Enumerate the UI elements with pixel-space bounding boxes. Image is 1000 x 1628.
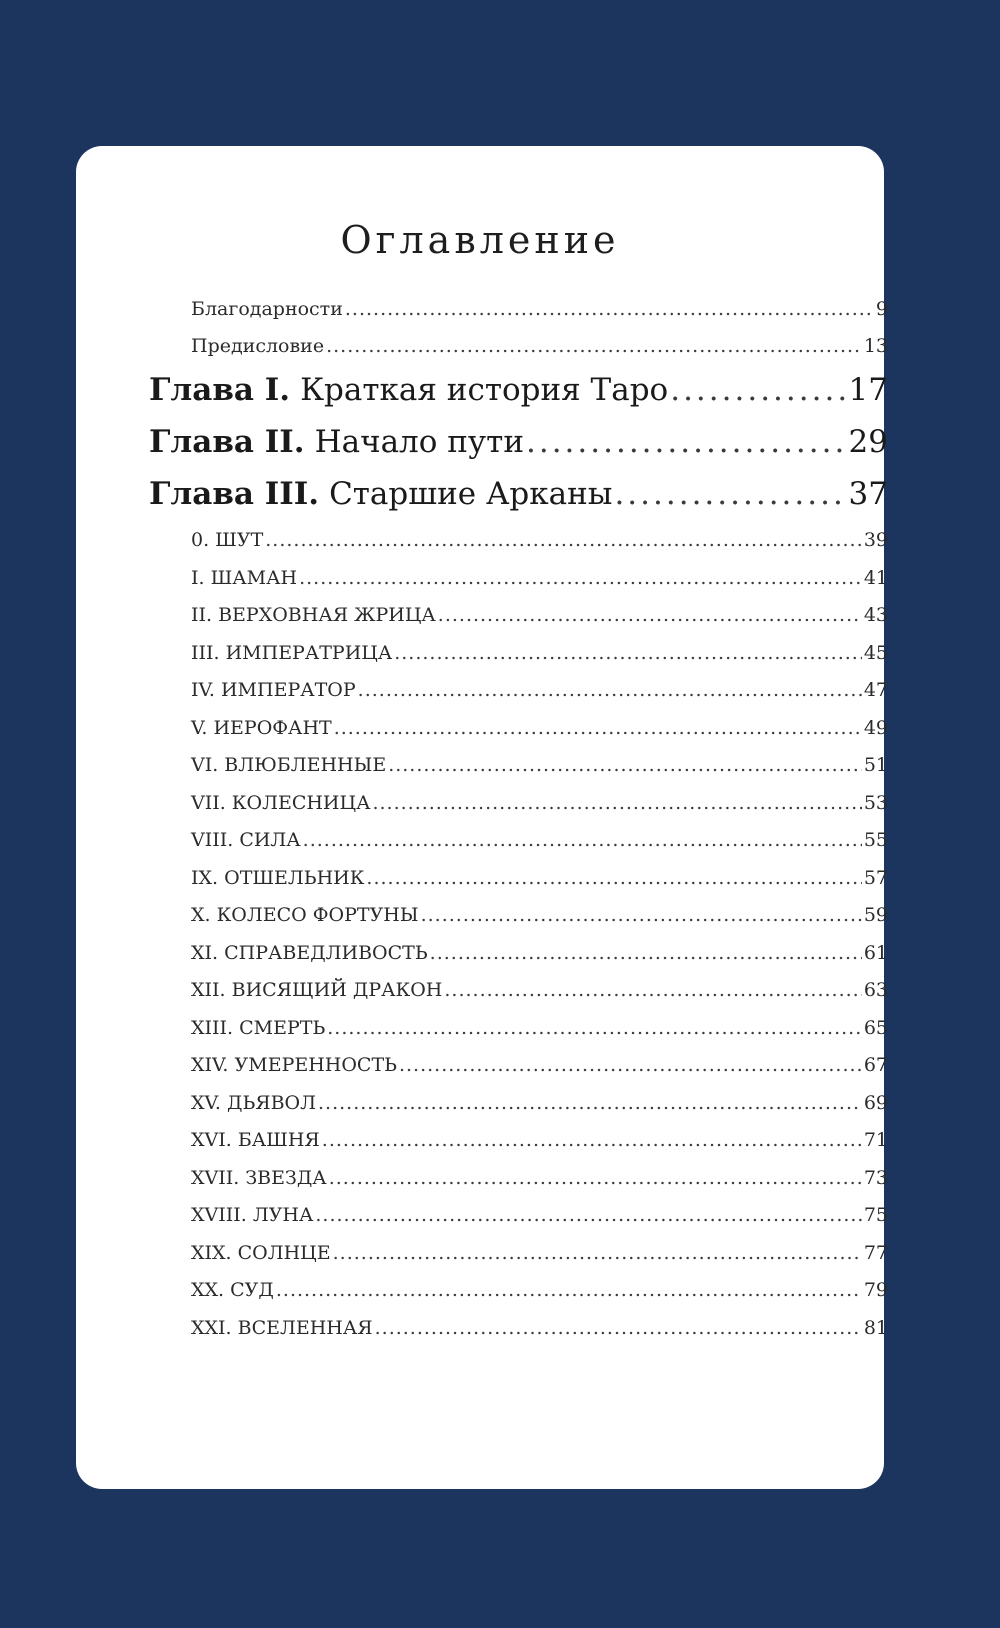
chapter-page: 17 <box>848 372 888 408</box>
dot-leader <box>315 1204 861 1226</box>
arcana-label: XIII. СМЕРТЬ <box>191 1017 326 1039</box>
arcana-page: 67 <box>863 1054 888 1076</box>
arcana-label: VII. КОЛЕСНИЦА <box>191 792 371 814</box>
dot-leader <box>394 642 862 664</box>
toc-entry-page: 13 <box>863 335 888 357</box>
arcana-entry <box>191 604 888 626</box>
arcana-page: 39 <box>863 529 888 551</box>
arcana-entry <box>191 754 888 776</box>
dot-leader <box>399 1054 862 1076</box>
dot-leader <box>430 942 862 964</box>
arcana-entry <box>191 867 888 889</box>
dot-leader <box>276 1279 862 1301</box>
arcana-label: XIV. УМЕРЕННОСТЬ <box>191 1054 397 1076</box>
arcana-entry <box>191 942 888 964</box>
dot-leader <box>526 424 847 460</box>
arcana-label: XX. СУД <box>191 1279 274 1301</box>
arcana-page: 69 <box>863 1092 888 1114</box>
dot-leader <box>333 1242 862 1264</box>
arcana-label: XIX. СОЛНЦЕ <box>191 1242 331 1264</box>
chapter-entry <box>149 476 888 512</box>
arcana-entry <box>191 792 888 814</box>
dot-leader <box>366 867 861 889</box>
chapter-title: Краткая история Таро <box>300 372 669 408</box>
arcana-label: XI. СПРАВЕДЛИВОСТЬ <box>191 942 428 964</box>
chapter-number: Глава II. <box>149 424 305 460</box>
arcana-entry <box>191 1279 888 1301</box>
arcana-label: III. ИМПЕРАТРИЦА <box>191 642 393 664</box>
dot-leader <box>421 904 862 926</box>
dot-leader <box>322 1129 862 1151</box>
dot-leader <box>345 298 874 320</box>
arcana-page: 43 <box>863 604 888 626</box>
arcana-page: 47 <box>863 679 888 701</box>
arcana-label: 0. ШУТ <box>191 529 264 551</box>
toc-entry <box>191 335 888 357</box>
dot-leader <box>329 1167 862 1189</box>
arcana-label: X. КОЛЕСО ФОРТУНЫ <box>191 904 419 926</box>
toc-entry-label: Благодарности <box>191 298 343 320</box>
arcana-label: XVI. БАШНЯ <box>191 1129 320 1151</box>
arcana-label: V. ИЕРОФАНТ <box>191 717 332 739</box>
arcana-label: XV. ДЬЯВОЛ <box>191 1092 316 1114</box>
arcana-page: 57 <box>863 867 888 889</box>
dot-leader <box>375 1317 862 1339</box>
arcana-label: II. ВЕРХОВНАЯ ЖРИЦА <box>191 604 436 626</box>
chapter-number: Глава III. <box>149 476 320 512</box>
arcana-page: 55 <box>863 829 888 851</box>
dot-leader <box>372 792 861 814</box>
arcana-entry <box>191 679 888 701</box>
arcana-page: 49 <box>863 717 888 739</box>
chapter-entry <box>149 372 888 408</box>
arcana-label: I. ШАМАН <box>191 567 298 589</box>
arcana-entry <box>191 904 888 926</box>
chapter-entry <box>149 424 888 460</box>
arcana-entry <box>191 1017 888 1039</box>
page-title: Оглавление <box>340 218 620 262</box>
dot-leader <box>670 372 846 408</box>
dot-leader <box>327 1017 862 1039</box>
arcana-page: 73 <box>863 1167 888 1189</box>
arcana-label: XVIII. ЛУНА <box>191 1204 314 1226</box>
dot-leader <box>334 717 862 739</box>
dot-leader <box>614 476 846 512</box>
dot-leader <box>388 754 862 776</box>
arcana-label: IX. ОТШЕЛЬНИК <box>191 867 365 889</box>
toc-entry-label: Предисловие <box>191 335 325 357</box>
arcana-entry <box>191 829 888 851</box>
arcana-page: 51 <box>863 754 888 776</box>
arcana-entry <box>191 1204 888 1226</box>
arcana-entry <box>191 1054 888 1076</box>
arcana-label: VIII. СИЛА <box>191 829 301 851</box>
dot-leader <box>303 829 862 851</box>
arcana-page: 61 <box>863 942 888 964</box>
dot-leader <box>358 679 862 701</box>
arcana-label: VI. ВЛЮБЛЕННЫЕ <box>191 754 387 776</box>
dot-leader <box>265 529 862 551</box>
arcana-entry <box>191 1167 888 1189</box>
chapter-title: Старшие Арканы <box>329 476 613 512</box>
arcana-entry <box>191 1317 888 1339</box>
toc-entry-page: 9 <box>875 298 888 320</box>
toc-entry <box>191 298 888 320</box>
arcana-page: 79 <box>863 1279 888 1301</box>
arcana-page: 63 <box>863 979 888 1001</box>
dot-leader <box>299 567 862 589</box>
arcana-label: XVII. ЗВЕЗДА <box>191 1167 327 1189</box>
arcana-page: 53 <box>863 792 888 814</box>
arcana-page: 45 <box>863 642 888 664</box>
arcana-label: XXI. ВСЕЛЕННАЯ <box>191 1317 373 1339</box>
chapter-page: 29 <box>848 424 888 460</box>
arcana-page: 81 <box>863 1317 888 1339</box>
chapter-title: Начало пути <box>314 424 524 460</box>
chapter-number: Глава I. <box>149 372 291 408</box>
arcana-entry <box>191 642 888 664</box>
arcana-label: XII. ВИСЯЩИЙ ДРАКОН <box>191 979 443 1001</box>
arcana-page: 59 <box>863 904 888 926</box>
arcana-entry <box>191 1092 888 1114</box>
contents-page <box>76 146 888 1489</box>
arcana-entry <box>191 1242 888 1264</box>
dot-leader <box>444 979 861 1001</box>
chapter-page: 37 <box>848 476 888 512</box>
dot-leader <box>318 1092 862 1114</box>
arcana-entry <box>191 717 888 739</box>
arcana-page: 77 <box>863 1242 888 1264</box>
arcana-entry <box>191 1129 888 1151</box>
dot-leader <box>438 604 862 626</box>
arcana-entry <box>191 979 888 1001</box>
arcana-label: IV. ИМПЕРАТОР <box>191 679 356 701</box>
arcana-page: 65 <box>863 1017 888 1039</box>
arcana-entry <box>191 529 888 551</box>
arcana-page: 71 <box>863 1129 888 1151</box>
dot-leader <box>326 335 862 357</box>
arcana-entry <box>191 567 888 589</box>
arcana-page: 75 <box>863 1204 888 1226</box>
arcana-page: 41 <box>863 567 888 589</box>
